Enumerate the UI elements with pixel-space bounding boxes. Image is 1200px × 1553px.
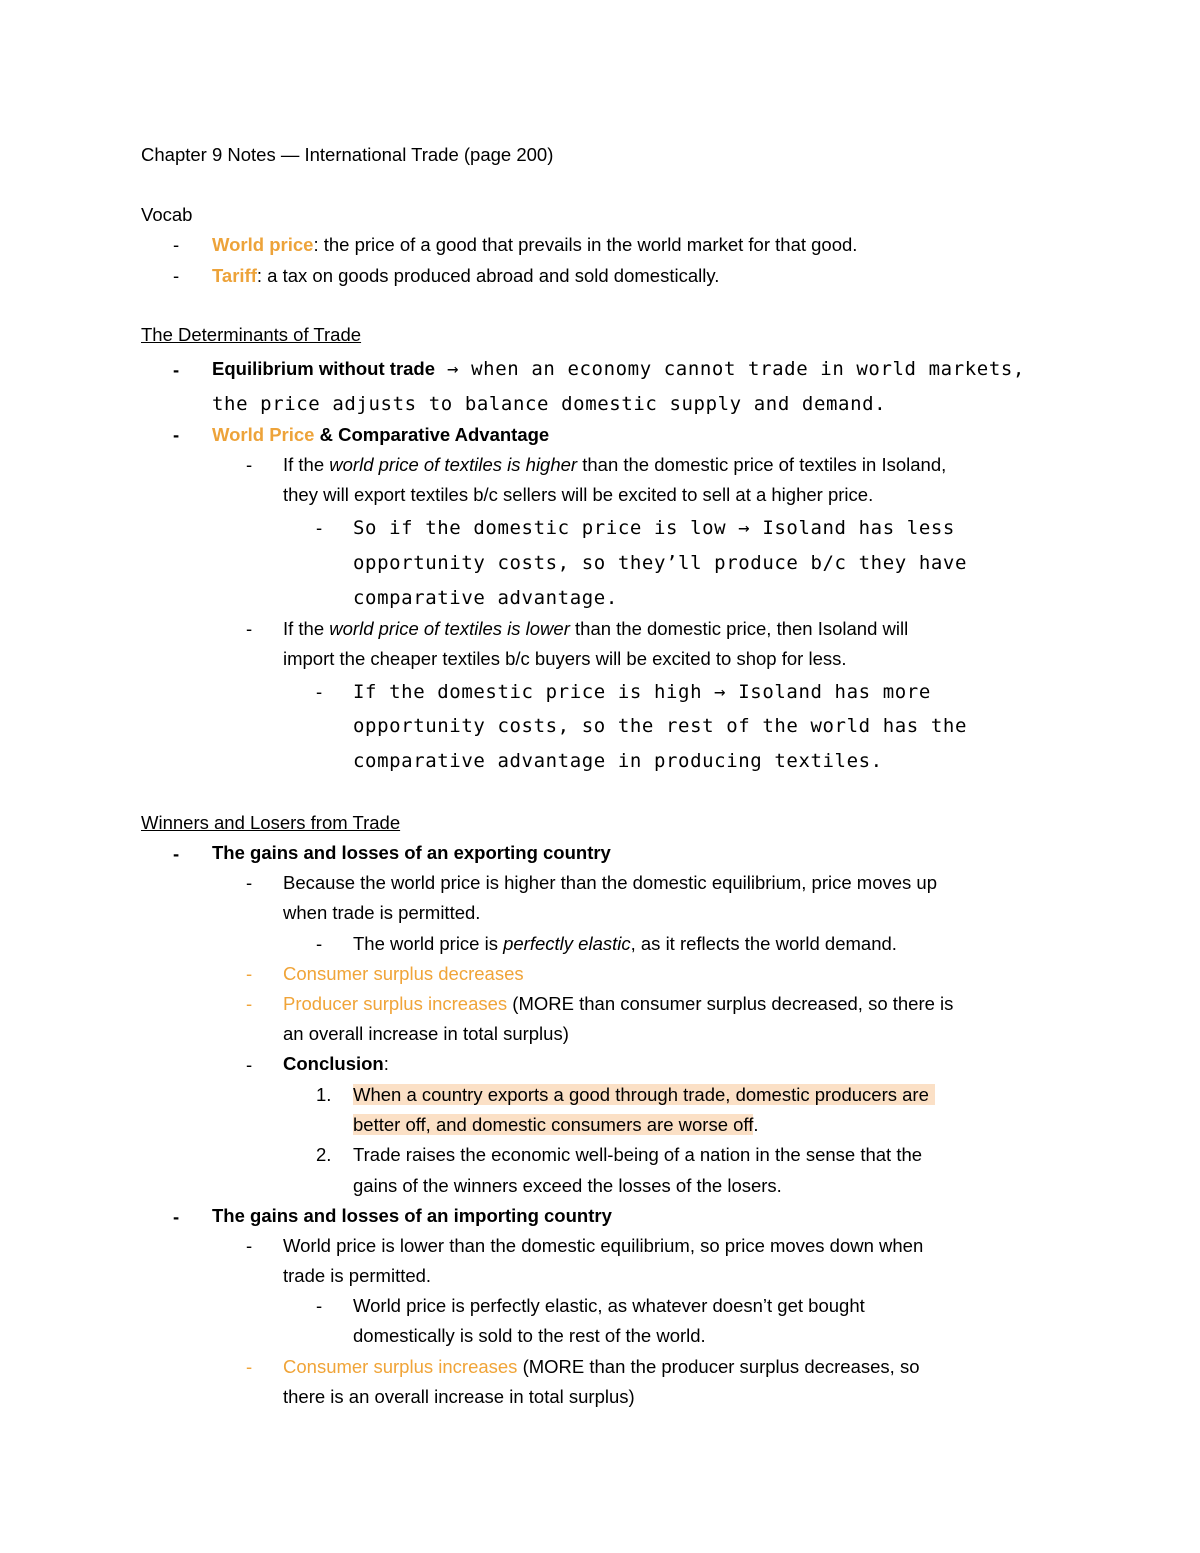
- bullet: -: [246, 963, 253, 984]
- vocab-heading: Vocab: [141, 204, 193, 225]
- text-run: :: [383, 1053, 389, 1074]
- bullet: -: [246, 1054, 253, 1075]
- producer-surplus-increases: Producer surplus increases: [283, 993, 508, 1014]
- vocab-item-tariff: [212, 265, 719, 287]
- bullet: -: [173, 843, 180, 864]
- producer-surplus-line-cont: an overall increase in total surplus): [283, 1023, 569, 1044]
- producer-surplus-line: [283, 993, 953, 1015]
- lower-world-price-line: [283, 618, 908, 640]
- vocab-term: World price: [212, 234, 314, 255]
- italic-run: world price of textiles is higher: [329, 454, 578, 475]
- text-run: .: [753, 1114, 759, 1135]
- vocab-item-world-price: [212, 234, 857, 256]
- exporting-price-line-cont: when trade is permitted.: [283, 902, 481, 923]
- low-price-note-cont: comparative advantage.: [353, 587, 618, 609]
- text-run: The world price is: [353, 933, 504, 954]
- vocab-definition: : a tax on goods produced abroad and sold domestically.: [256, 265, 720, 286]
- high-price-note-cont: comparative advantage in producing textiles.: [353, 750, 883, 772]
- list-number: 1.: [316, 1084, 332, 1105]
- consumer-surplus-increases: Consumer surplus increases: [283, 1356, 518, 1377]
- bullet: -: [173, 234, 180, 255]
- equilibrium-text: → when an economy cannot trade in world markets,: [435, 358, 1025, 380]
- bullet: -: [173, 265, 180, 286]
- exporting-price-line: Because the world price is higher than the domestic equilibrium, price moves up: [283, 872, 937, 893]
- importing-elastic-note: World price is perfectly elastic, as whatever doesn’t get bought: [353, 1295, 865, 1316]
- page-title: Chapter 9 Notes — International Trade (page 200): [141, 144, 554, 165]
- higher-world-price-line: [283, 454, 946, 476]
- bullet: -: [246, 1356, 253, 1377]
- vocab-definition: : the price of a good that prevails in the world market for that good.: [313, 234, 858, 255]
- equilibrium-term: Equilibrium without trade: [212, 358, 436, 379]
- italic-run: world price of textiles is lower: [329, 618, 570, 639]
- low-price-note-cont: opportunity costs, so they’ll produce b/c they have: [353, 552, 967, 574]
- world-price-heading-rest: & Comparative Advantage: [314, 424, 550, 445]
- high-price-note-cont: opportunity costs, so the rest of the world has the: [353, 715, 967, 737]
- text-run: , as it reflects the world demand.: [630, 933, 897, 954]
- world-price-term: World Price: [212, 424, 315, 445]
- list-number: 2.: [316, 1144, 332, 1165]
- high-price-note: If the domestic price is high → Isoland has more: [353, 681, 931, 703]
- conclusion-term: Conclusion: [283, 1053, 384, 1074]
- lower-world-price-line-cont: import the cheaper textiles b/c buyers will be excited to shop for less.: [283, 648, 847, 669]
- bullet: -: [173, 359, 180, 380]
- consumer-surplus-decreases: Consumer surplus decreases: [283, 963, 524, 984]
- bullet: -: [316, 933, 323, 954]
- text-run: If the: [283, 454, 330, 475]
- bullet: -: [173, 1206, 180, 1227]
- bullet: -: [246, 993, 253, 1014]
- conclusion-1: [353, 1084, 935, 1106]
- low-price-note: So if the domestic price is low → Isoland has less: [353, 517, 955, 539]
- bullet: -: [316, 1295, 323, 1316]
- section-heading-winners-losers: Winners and Losers from Trade: [141, 812, 401, 833]
- bullet: -: [173, 424, 180, 445]
- importing-heading: The gains and losses of an importing country: [212, 1205, 612, 1226]
- bullet: -: [246, 454, 253, 475]
- highlighted-text: better off, and domestic consumers are worse off: [353, 1114, 754, 1135]
- importing-price-line-cont: trade is permitted.: [283, 1265, 432, 1286]
- conclusion-label: [283, 1053, 389, 1075]
- bullet: -: [246, 872, 253, 893]
- text-run: than the domestic price of textiles in Isoland,: [577, 454, 947, 475]
- italic-run: perfectly elastic: [503, 933, 631, 954]
- highlighted-text: When a country exports a good through trade, domestic producers are: [353, 1084, 935, 1105]
- section-heading-determinants: The Determinants of Trade: [141, 324, 362, 345]
- bullet: -: [316, 517, 323, 538]
- consumer-surplus-line-cont: there is an overall increase in total surplus): [283, 1386, 635, 1407]
- text-run: (MORE than the producer surplus decreases, so: [517, 1356, 920, 1377]
- consumer-surplus-line: [283, 1356, 920, 1378]
- bullet: -: [246, 1235, 253, 1256]
- vocab-term: Tariff: [212, 265, 257, 286]
- equilibrium-item: [212, 358, 1025, 380]
- conclusion-1-cont: [353, 1114, 759, 1136]
- text-run: than the domestic price, then Isoland will: [569, 618, 909, 639]
- importing-price-line: World price is lower than the domestic equilibrium, so price moves down when: [283, 1235, 924, 1256]
- text-run: (MORE than consumer surplus decreased, so there is: [507, 993, 954, 1014]
- bullet: -: [246, 618, 253, 639]
- higher-world-price-line-cont: they will export textiles b/c sellers will be excited to sell at a higher price.: [283, 484, 874, 505]
- bullet: -: [316, 681, 323, 702]
- text-run: If the: [283, 618, 330, 639]
- conclusion-2-cont: gains of the winners exceed the losses of the losers.: [353, 1175, 782, 1196]
- equilibrium-text-cont: the price adjusts to balance domestic supply and demand.: [212, 393, 887, 415]
- importing-elastic-note-cont: domestically is sold to the rest of the world.: [353, 1325, 706, 1346]
- perfectly-elastic-note: [353, 933, 897, 955]
- exporting-heading: The gains and losses of an exporting country: [212, 842, 611, 863]
- world-price-heading: [212, 424, 549, 446]
- conclusion-2: Trade raises the economic well-being of a nation in the sense that the: [353, 1144, 923, 1165]
